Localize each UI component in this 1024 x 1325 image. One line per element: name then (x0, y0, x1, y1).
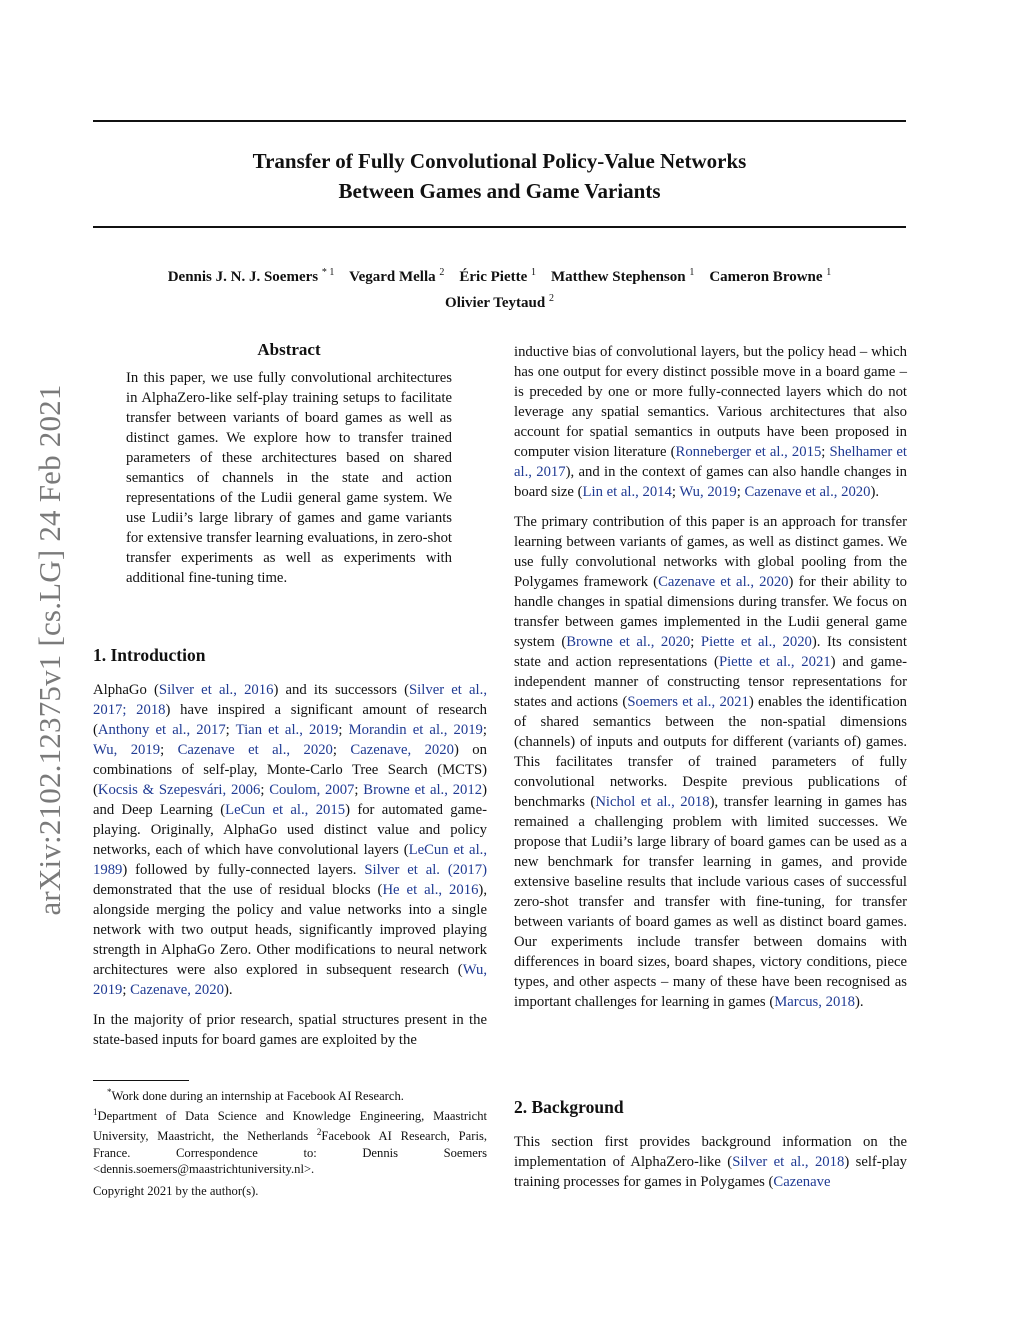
citation-link[interactable]: Cazenave et al., 2020 (744, 484, 871, 500)
footnotes (93, 1084, 487, 1177)
footnote-mark: 2 (316, 1127, 322, 1138)
text-run: The primary contribution of this paper is an approach for transfer learning between variants of games, as well as distinct games. We use fully convolutional networks with global pooling from the Polygames framework ( (514, 514, 907, 590)
author-name: Olivier Teytaud (445, 295, 546, 311)
citation-link[interactable]: Cazenave et al., 2020 (177, 742, 333, 758)
title-bottom-rule (93, 226, 906, 228)
text-run: ; (225, 722, 236, 738)
citation-link[interactable]: Silver et al., 2016 (158, 682, 274, 698)
text-run: ) for their ability to handle changes in spatial dimensions during transfer. We focus on transfer between games implemented in the Ludii general game system ( (514, 574, 908, 650)
author-affiliation: * 1 (321, 267, 335, 278)
citation-link[interactable]: Soemers et al., 2021 (627, 694, 749, 710)
title-line-1: Transfer of Fully Convolutional Policy-Value Networks (252, 149, 747, 173)
text-run: AlphaGo ( (93, 682, 159, 698)
text-run: ) followed by fully-connected layers. (122, 862, 365, 878)
citation-link[interactable]: LeCun et al., 2015 (225, 802, 346, 818)
abstract-text: In this paper, we use fully convolutional architectures in AlphaZero-like self-play training setups to facilitate transfer between variants of board games as well as distinct games. We explore how to transfer trained parameters of these architectures based on shared semantics of channels in the state and action representations of the Ludii general game system. We use Ludii’s large library of games and game variants for extensive transfer learning evaluations, in zero-shot transfer experiments as well as experiments with additional fine-tuning time. (126, 370, 452, 586)
footnote-rule (93, 1080, 189, 1081)
text-run: ; (354, 782, 364, 798)
background-body (514, 1132, 907, 1192)
author-name: Vegard Mella (349, 269, 436, 285)
background-paragraph-1 (514, 1132, 907, 1192)
citation-link[interactable]: Shelhamer et al., 2017 (514, 444, 907, 480)
citation-link[interactable]: Silver et al., 2017; 2018 (93, 682, 487, 718)
citation-link[interactable]: Cazenave, 2020 (130, 982, 224, 998)
intro-paragraph-1 (93, 680, 487, 1000)
text-run: inductive bias of convolutional layers, but the policy head – which has one output for every distinct possible move in a board game – is preceded by one or more fully-connected layers which do not leverage any spatial semantics. Various architectures that also account for spatial semantics in outputs have been proposed in computer vision literature ( (514, 344, 907, 460)
text-run: ; (260, 782, 270, 798)
citation-link[interactable]: Ronneberger et al., 2015 (675, 444, 822, 460)
text-run: ) self-play training processes for games in Polygames ( (514, 1154, 907, 1190)
title-top-rule (93, 120, 906, 122)
section-heading-introduction: 1. Introduction (93, 645, 206, 665)
text-run: ). (855, 994, 864, 1010)
text-run: ) and its successors ( (273, 682, 410, 698)
text-run: ) and Deep Learning ( (93, 782, 487, 818)
text-run: demonstrated that the use of residual blocks ( (93, 882, 383, 898)
citation-link[interactable]: Browne et al., 2012 (363, 782, 483, 798)
citation-link[interactable]: Lin et al., 2014 (582, 484, 672, 500)
section-heading-background: 2. Background (514, 1097, 624, 1117)
right-paragraph-2 (514, 512, 907, 1012)
text-run: ; (821, 444, 830, 460)
text-run: ), and in the context of games can also handle changes in board size ( (514, 464, 907, 500)
copyright-notice: Copyright 2021 by the author(s). (93, 1184, 259, 1198)
citation-link[interactable]: Marcus, 2018 (774, 994, 855, 1010)
text-run: ; (736, 484, 745, 500)
citation-link[interactable]: Wu, 2019 (93, 742, 161, 758)
author-name: Cameron Browne (709, 269, 823, 285)
citation-link[interactable]: Tian et al., 2019 (235, 722, 339, 738)
author-name: Éric Piette (459, 269, 528, 285)
citation-link[interactable]: He et al., 2016 (382, 882, 479, 898)
text-run: ) enables the identification of shared semantics between the non-spatial dimensions (channels) of inputs and outputs for different (variants of) games. This facilitates transfer of trained parameters of fully convolutional networks. Despite previous publications of benchmarks ( (514, 694, 908, 810)
text-run: ). (223, 982, 233, 998)
citation-link[interactable]: Silver et al. (2017) (364, 862, 487, 878)
citation-link[interactable]: Kocsis & Szepesvári, 2006 (97, 782, 261, 798)
citation-link[interactable]: LeCun et al., 1989 (93, 842, 487, 878)
author-affiliation: 1 (689, 267, 695, 278)
citation-link[interactable]: Morandin et al., 2019 (348, 722, 483, 738)
citation-link[interactable]: Piette et al., 2020 (700, 634, 812, 650)
text-run: ; (332, 742, 351, 758)
text-run: ; (482, 722, 487, 738)
author-affiliation: 1 (826, 267, 832, 278)
introduction-body (93, 680, 487, 1050)
abstract-body (126, 368, 452, 588)
text-run: ) for automated game-playing. Originally, AlphaGo used distinct value and policy networks, each of which have convolutional layers ( (93, 802, 487, 858)
text-run: This section first provides background information on the implementation of AlphaZero-like ( (514, 1134, 907, 1170)
citation-link[interactable]: Browne et al., 2020 (566, 634, 691, 650)
footnote-mark: 1 (93, 1107, 98, 1118)
right-column-body (514, 342, 907, 1012)
right-paragraph-1 (514, 342, 907, 502)
citation-link[interactable]: Coulom, 2007 (269, 782, 355, 798)
text-run: ) and game-independent manner of constructing tensor representations for states and actions ( (514, 654, 908, 710)
citation-link[interactable]: Nichol et al., 2018 (595, 794, 710, 810)
citation-link[interactable]: Wu, 2019 (93, 962, 487, 998)
text-run: ). Its consistent state and action representations ( (514, 634, 907, 670)
citation-link[interactable]: Cazenave, 2020 (350, 742, 454, 758)
footnote-affiliation-1: Department of Data Science and Knowledge Engineering, Maastricht University, Maastricht, the Netherlands (93, 1109, 487, 1144)
citation-link[interactable]: Anthony et al., 2017 (97, 722, 226, 738)
citation-link[interactable]: Piette et al., 2021 (718, 654, 831, 670)
footnote-mark: * (107, 1087, 112, 1097)
text-run: ; (338, 722, 349, 738)
arxiv-stamp: arXiv:2102.12375v1 [cs.LG] 24 Feb 2021 (32, 384, 67, 916)
text-run: ). (870, 484, 880, 500)
footnote-affiliation-2: Facebook AI Research, Paris, France. Correspondence to: Dennis Soemers <dennis.soemers@maastrichtuniversity.nl>. (93, 1129, 487, 1176)
text-run: ; (671, 484, 680, 500)
text-run: ), alongside merging the policy and value networks into a single network with two output heads, significantly improved playing strength in AlphaGo Zero. Other modifications to neural network architectures were also explored in subsequent research ( (93, 882, 487, 978)
text-run: ; (690, 634, 701, 650)
author-affiliation: 1 (531, 267, 536, 278)
citation-link[interactable]: Silver et al., 2018 (732, 1154, 845, 1170)
citation-link[interactable]: Wu, 2019 (679, 484, 737, 500)
abstract-heading: Abstract (257, 340, 321, 359)
author-name: Dennis J. N. J. Soemers (167, 269, 319, 285)
author-list (93, 262, 906, 314)
author-affiliation: 2 (439, 267, 445, 278)
citation-link[interactable]: Cazenave (773, 1174, 831, 1190)
title-line-2: Between Games and Game Variants (338, 179, 661, 203)
paper-title (93, 146, 906, 206)
text-run: ; (160, 742, 178, 758)
intro-paragraph-2: In the majority of prior research, spatial structures present in the state-based inputs for board games are exploited by the (93, 1012, 487, 1048)
author-affiliation: 2 (548, 293, 554, 304)
citation-link[interactable]: Cazenave et al., 2020 (658, 574, 789, 590)
author-name: Matthew Stephenson (551, 269, 686, 285)
text-run: ) have inspired a significant amount of research ( (93, 702, 487, 738)
text-run: ; (122, 982, 131, 998)
text-run: ) on combinations of self-play, Monte-Carlo Tree Search (MCTS) ( (93, 742, 487, 798)
footnote-internship: Work done during an internship at Facebook AI Research. (111, 1089, 404, 1104)
text-run: ), transfer learning in games has remained a challenging problem with limited successes. We propose that Ludii’s large library of board games can be used as a new benchmark for transfer learning in games, and provide extensive baseline results that include various cases of successful zero-shot transfer and transfer with fine-tuning, for transfer between variants of board games as well as distinct board games. Our experiments include transfer between domains with differences in board sizes, board shapes, victory conditions, piece types, and other aspects – many of these have been recognised as important challenges for learning in games ( (514, 794, 908, 1010)
